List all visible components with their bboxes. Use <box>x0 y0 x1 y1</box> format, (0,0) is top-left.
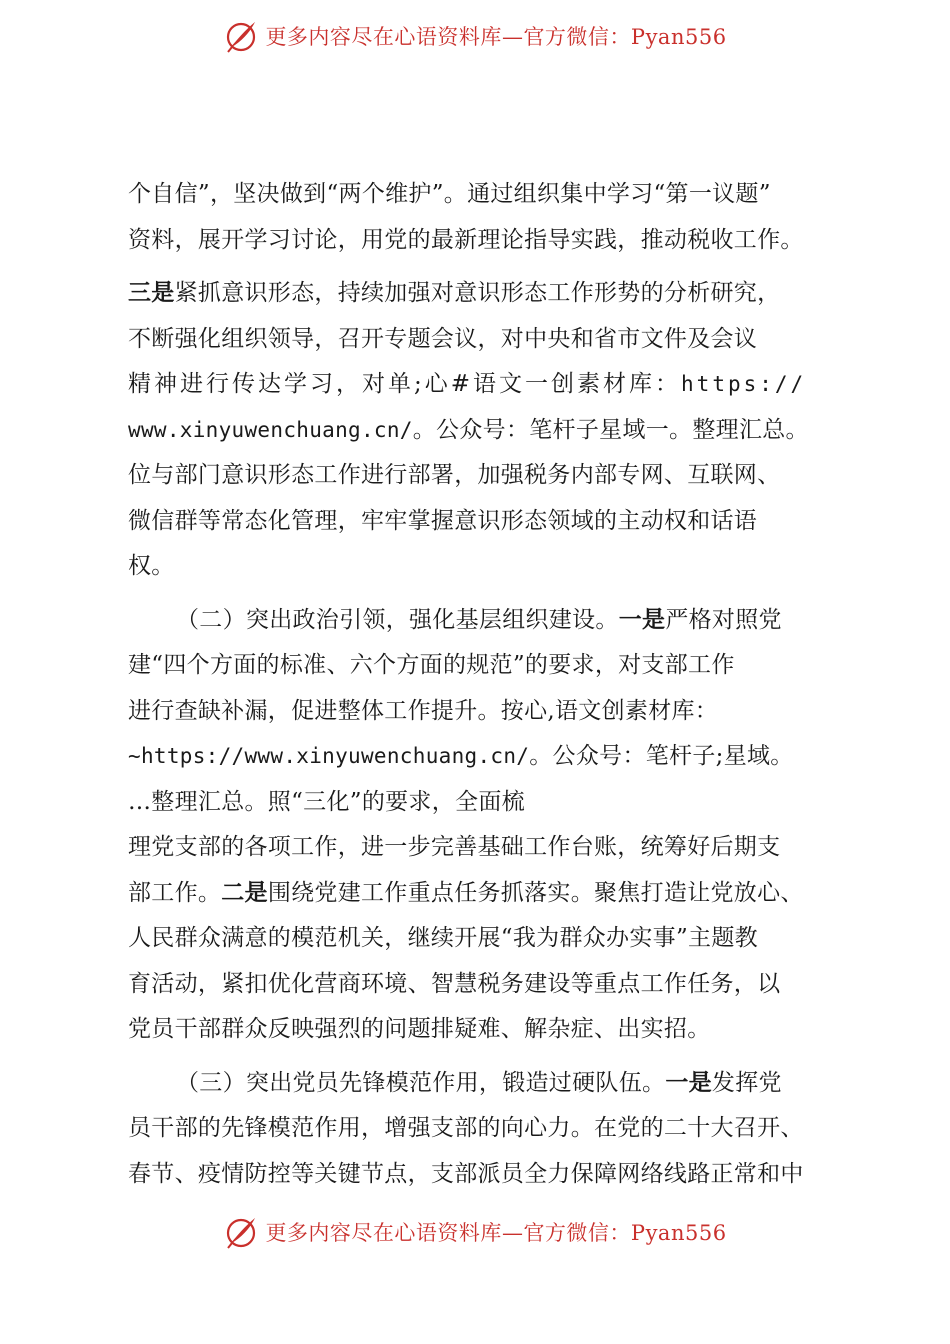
text-line: 党员干部群众反映强烈的问题排疑难、解杂症、出实招。 <box>128 1016 711 1042</box>
text-line: （二）突出政治引领，强化基层组织建设。一是严格对照党 <box>176 606 782 633</box>
quill-pen-logo-icon <box>223 1214 259 1250</box>
text-line: …整理汇总。照“三化”的要求，全面梳 <box>128 788 525 815</box>
lead-label: 三是 <box>128 280 175 306</box>
document-body <box>128 172 848 1197</box>
text-line: 人民群众满意的模范机关，继续开展“我为群众办实事”主题教 <box>128 925 758 951</box>
footer-banner <box>0 1212 950 1252</box>
text-line: 不断强化组织领导，召开专题会议，对中央和省市文件及会议 <box>128 325 758 352</box>
text-line: 权。 <box>128 553 175 579</box>
lead-label: 一是 <box>665 1069 712 1096</box>
text-line: 微信群等常态化管理，牢牢掌握意识形态领域的主动权和话语 <box>128 507 758 534</box>
text-line: www.xinyuwenchuang.cn/。公众号：笔杆子星域一。整理汇总。 <box>128 416 809 443</box>
text-line: 资料，展开学习讨论，用党的最新理论指导实践，推动税收工作。 <box>128 226 804 253</box>
banner-wechat: 官方微信：Pyan556 <box>523 25 727 49</box>
text-line: 理党支部的各项工作，进一步完善基础工作台账，统筹好后期支 <box>128 834 781 860</box>
text-line: 建“四个方面的标准、六个方面的规范”的要求，对支部工作 <box>128 652 735 678</box>
banner-title: 更多内容尽在心语资料库 <box>265 1221 502 1245</box>
text-line: 部工作。二是围绕党建工作重点任务抓落实。聚焦打造让党放心、 <box>128 879 804 906</box>
text-line: 位与部门意识形态工作进行部署，加强税务内部专网、互联网、 <box>128 462 781 488</box>
banner-separator: — <box>501 1221 524 1245</box>
lead-label: 一是 <box>618 606 666 633</box>
text-line: 员干部的先锋模范作用，增强支部的向心力。在党的二十大召开、 <box>128 1115 804 1141</box>
banner-wechat: 官方微信：Pyan556 <box>523 1221 727 1245</box>
text-line: 春节、疫情防控等关键节点，支部派员全力保障网络线路正常和中 <box>128 1160 804 1187</box>
banner-separator: — <box>501 25 524 49</box>
quill-pen-logo-icon <box>223 18 259 54</box>
text-line: 育活动，紧扣优化营商环境、智慧税务建设等重点工作任务，以 <box>128 970 781 997</box>
text-line: ~https://www.xinyuwenchuang.cn/。公众号：笔杆子;星域。 <box>128 743 794 769</box>
text-line: （三）突出党员先锋模范作用，锻造过硬队伍。一是发挥党 <box>176 1069 782 1096</box>
text-line: 精神进行传达学习，对单;心#语文一创素材库：https:// <box>128 371 807 397</box>
banner-title: 更多内容尽在心语资料库 <box>265 25 502 49</box>
lead-label: 二是 <box>221 879 268 906</box>
text-line: 进行查缺补漏，促进整体工作提升。按心,语文创素材库： <box>128 697 719 724</box>
header-banner <box>0 16 950 56</box>
text-line: 三是紧抓意识形态，持续加强对意识形态工作形势的分析研究， <box>128 280 781 306</box>
text-line: 个自信”，坚决做到“两个维护”。通过组织集中学习“第一议题” <box>128 181 771 207</box>
